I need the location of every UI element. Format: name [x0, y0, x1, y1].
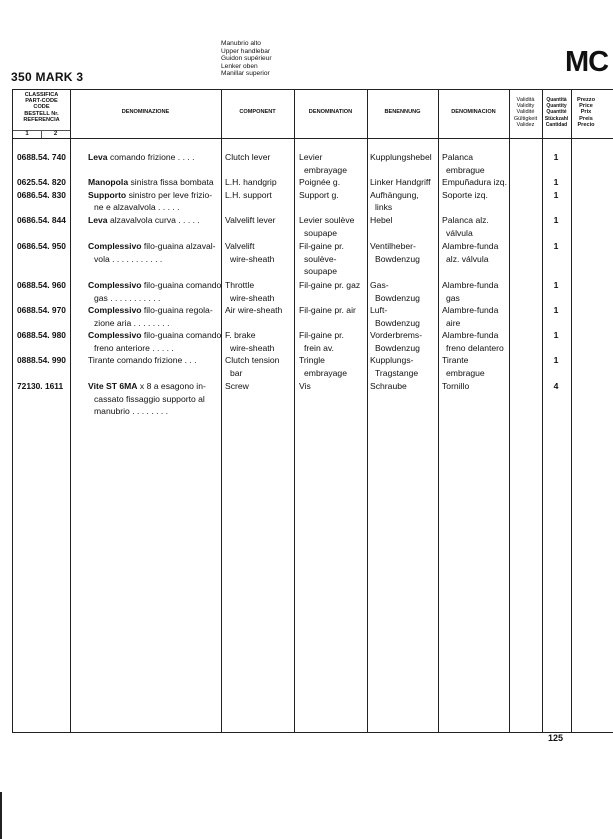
fr-name: soulève- [304, 253, 337, 264]
it-name: alzavalvola curva . . . . . [107, 215, 200, 225]
quantity: 1 [553, 330, 559, 340]
de-name: Vorderbrems- [370, 330, 423, 340]
header-prezzo [571, 97, 601, 128]
quantity: 4 [553, 381, 559, 391]
fr-name: frein av. [304, 342, 334, 353]
subtitle-line: Manillar superior [221, 70, 270, 78]
model-title: 350 MARK 3 [11, 70, 84, 84]
de-name: Aufhängung, [370, 189, 419, 200]
subtitle-line: Manubrio alto [221, 40, 261, 47]
column-divider [509, 90, 510, 732]
de-name: Bowdenzug [375, 292, 420, 303]
it-name-bold: Vite ST 6MA [88, 381, 138, 391]
de-name: Gas- [370, 280, 389, 290]
header-benennung: BENENNUNG [384, 109, 421, 115]
part-code: 0688.54. 960 [17, 280, 66, 290]
de-name: Bowdenzug [375, 342, 420, 353]
it-name: sinistro per leve frizio- [126, 189, 213, 200]
es-name: Empuñadura izq. [442, 177, 507, 187]
header-text: Validez [516, 121, 535, 128]
it-name: filo-guaina regola- [141, 305, 213, 315]
en-name: Screw [225, 381, 249, 391]
header-text: Validity [516, 103, 535, 110]
it-name: ne e alzavalvola . . . . . [94, 202, 180, 213]
fr-name: Vis [299, 381, 311, 391]
en-name: wire-sheath [230, 292, 275, 303]
quantity: 1 [553, 152, 559, 162]
it-name-bold: Leva [88, 215, 108, 225]
subtitle-line: Upper handlebar [221, 47, 271, 55]
it-name: Tirante comando frizione . . . [88, 355, 197, 365]
it-name: zione aria . . . . . . . . [94, 317, 170, 328]
de-name: Hebel [370, 215, 393, 225]
quantity: 1 [553, 355, 559, 365]
fr-name: Support g. [299, 189, 339, 200]
it-name-bold: Complessivo [88, 241, 142, 251]
it-name: sinistra fissa bombata [128, 177, 214, 187]
it-name: vola . . . . . . . . . . . [94, 253, 163, 264]
it-name-bold: Leva [88, 152, 108, 162]
header-text: Price [579, 103, 593, 110]
fr-name: soupape [304, 266, 337, 277]
header-text: Cantidad [545, 121, 568, 128]
header-sub-2: 2 [53, 131, 58, 137]
en-name: Throttle [225, 280, 255, 290]
it-name: cassato fissaggio supporto al [94, 393, 205, 404]
header-divider [13, 138, 613, 139]
section-subtitle [221, 40, 272, 78]
fr-name: Fil-gaine pr. [299, 330, 344, 340]
quantity: 1 [553, 177, 559, 187]
fr-name: Fil-gaine pr. air [299, 305, 356, 315]
header-classifica [13, 92, 70, 123]
de-name: links [375, 202, 393, 213]
es-name: Alambre-funda [442, 330, 499, 340]
subtitle-line: Guidon supérieur [221, 55, 272, 63]
es-name: Soporte izq. [442, 189, 488, 200]
header-text: Validité [516, 109, 535, 116]
es-name: Alambre-funda [442, 241, 499, 251]
es-name: freno delantero [446, 342, 504, 353]
header-sub-1: 1 [25, 131, 29, 137]
de-name: Tragstange [375, 367, 419, 378]
part-code: 0686.54. 950 [17, 241, 66, 251]
page-number: 125 [548, 733, 564, 743]
es-name: Tornillo [442, 381, 470, 391]
it-name-bold: Complessivo [88, 330, 142, 340]
en-name: Valvelift lever [225, 215, 276, 225]
header-text: Quantité [546, 109, 567, 116]
en-name: L.H. handgrip [225, 177, 277, 187]
es-name: aire [446, 317, 461, 328]
header-text: Quantità [546, 97, 567, 103]
de-name: Kupplungs- [370, 355, 414, 365]
header-quantita [542, 97, 571, 128]
quantity: 1 [553, 189, 559, 200]
column-divider [221, 90, 222, 732]
header-text: BESTELL Nr. [24, 110, 59, 117]
de-name: Kupplungshebel [370, 152, 432, 162]
header-text: REFERENCIA [23, 116, 60, 123]
header-denominacion: DENOMINACION [451, 109, 496, 115]
fr-name: soupape [304, 227, 337, 238]
header-text: Stückzahl [544, 115, 569, 122]
es-name: válvula [446, 227, 473, 238]
fr-name: Tringle [299, 355, 325, 365]
es-name: Palanca [442, 152, 474, 162]
column-divider [438, 90, 439, 732]
it-name-bold: Complessivo [88, 305, 142, 315]
es-name: Alambre-funda [442, 305, 499, 315]
column-divider [571, 90, 572, 732]
en-name: Valvelift [225, 241, 255, 251]
header-text: CLASSIFICA [24, 92, 59, 98]
it-name: filo-guaina alzaval- [141, 241, 216, 251]
fr-name: Levier soulève [299, 215, 355, 225]
es-name: alz. válvula [446, 253, 489, 264]
header-text: Quantity [546, 103, 567, 110]
es-name: embrague [446, 164, 485, 175]
part-code: 0686.54. 830 [17, 189, 66, 200]
de-name: Linker Handgriff [370, 177, 431, 187]
header-validita [509, 97, 542, 128]
part-code: 0625.54. 820 [17, 177, 66, 187]
es-name: Tirante [442, 355, 469, 365]
es-name: embrague [446, 367, 485, 378]
parts-table [12, 89, 613, 733]
column-divider [542, 90, 543, 732]
part-code: 0688.54. 970 [17, 305, 66, 315]
it-name: filo-guaina comando [141, 280, 222, 290]
header-text: Prezzo [576, 97, 596, 103]
header-text: PART-CODE [25, 98, 58, 105]
header-text: Gültigkeit [513, 115, 538, 122]
fr-name: Fil-gaine pr. gaz [299, 280, 361, 290]
fr-name: Levier [299, 152, 323, 162]
part-code: 0686.54. 844 [17, 215, 66, 225]
binding-edge [0, 792, 2, 839]
it-name: manubrio . . . . . . . . [94, 406, 169, 417]
part-code: 72130. 1611 [17, 381, 64, 391]
it-name: comando frizione . . . . [107, 152, 195, 162]
header-text: Preis [579, 115, 593, 122]
en-name: wire-sheath [230, 253, 275, 264]
fr-name: Poignée g. [299, 177, 341, 187]
subtitle-line: Lenker oben [221, 62, 258, 70]
header-denomination: DENOMINATION [308, 109, 353, 115]
fr-name: embrayage [304, 367, 347, 378]
de-name: Bowdenzug [375, 253, 420, 264]
part-code: 0688.54. 980 [17, 330, 66, 340]
it-name-bold: Manopola [88, 177, 129, 187]
column-divider [367, 90, 368, 732]
quantity: 1 [553, 280, 559, 290]
it-name: gas . . . . . . . . . . . [94, 292, 161, 303]
header-text: Precio [577, 121, 595, 128]
quantity: 1 [553, 215, 559, 225]
en-name: Clutch tension [225, 355, 280, 365]
es-name: gas [446, 292, 460, 303]
header-text: Validità [516, 97, 535, 103]
en-name: Clutch lever [225, 152, 271, 162]
de-name: Luft- [370, 305, 388, 315]
it-name-bold: Supporto [88, 189, 127, 200]
part-code: 0688.54. 740 [17, 152, 66, 162]
column-divider [70, 90, 71, 732]
part-code: 0888.54. 990 [17, 355, 66, 365]
page-corner-label: MC [565, 46, 609, 78]
it-name: filo-guaina comando [141, 330, 222, 340]
quantity: 1 [553, 305, 559, 315]
header-text: CODE [33, 104, 50, 111]
it-name: freno anteriore . . . . . [94, 342, 174, 353]
header-denominazione: DENOMINAZIONE [121, 109, 170, 115]
fr-name: Fil-gaine pr. [299, 241, 344, 251]
en-name: bar [230, 367, 243, 378]
es-name: Palanca alz. [442, 215, 489, 225]
header-text: Prix [580, 109, 592, 116]
column-divider [294, 90, 295, 732]
quantity: 1 [553, 241, 559, 251]
en-name: L.H. support [225, 189, 272, 200]
de-name: Ventilheber- [370, 241, 416, 251]
en-name: wire-sheath [230, 342, 275, 353]
header-component: COMPONENT [239, 109, 276, 115]
es-name: Alambre-funda [442, 280, 499, 290]
de-name: Bowdenzug [375, 317, 420, 328]
en-name: F. brake [225, 330, 256, 340]
en-name: Air wire-sheath [225, 305, 283, 315]
de-name: Schraube [370, 381, 407, 391]
it-name-bold: Complessivo [88, 280, 142, 290]
fr-name: embrayage [304, 164, 347, 175]
it-name: x 8 a esagono in- [137, 381, 206, 391]
